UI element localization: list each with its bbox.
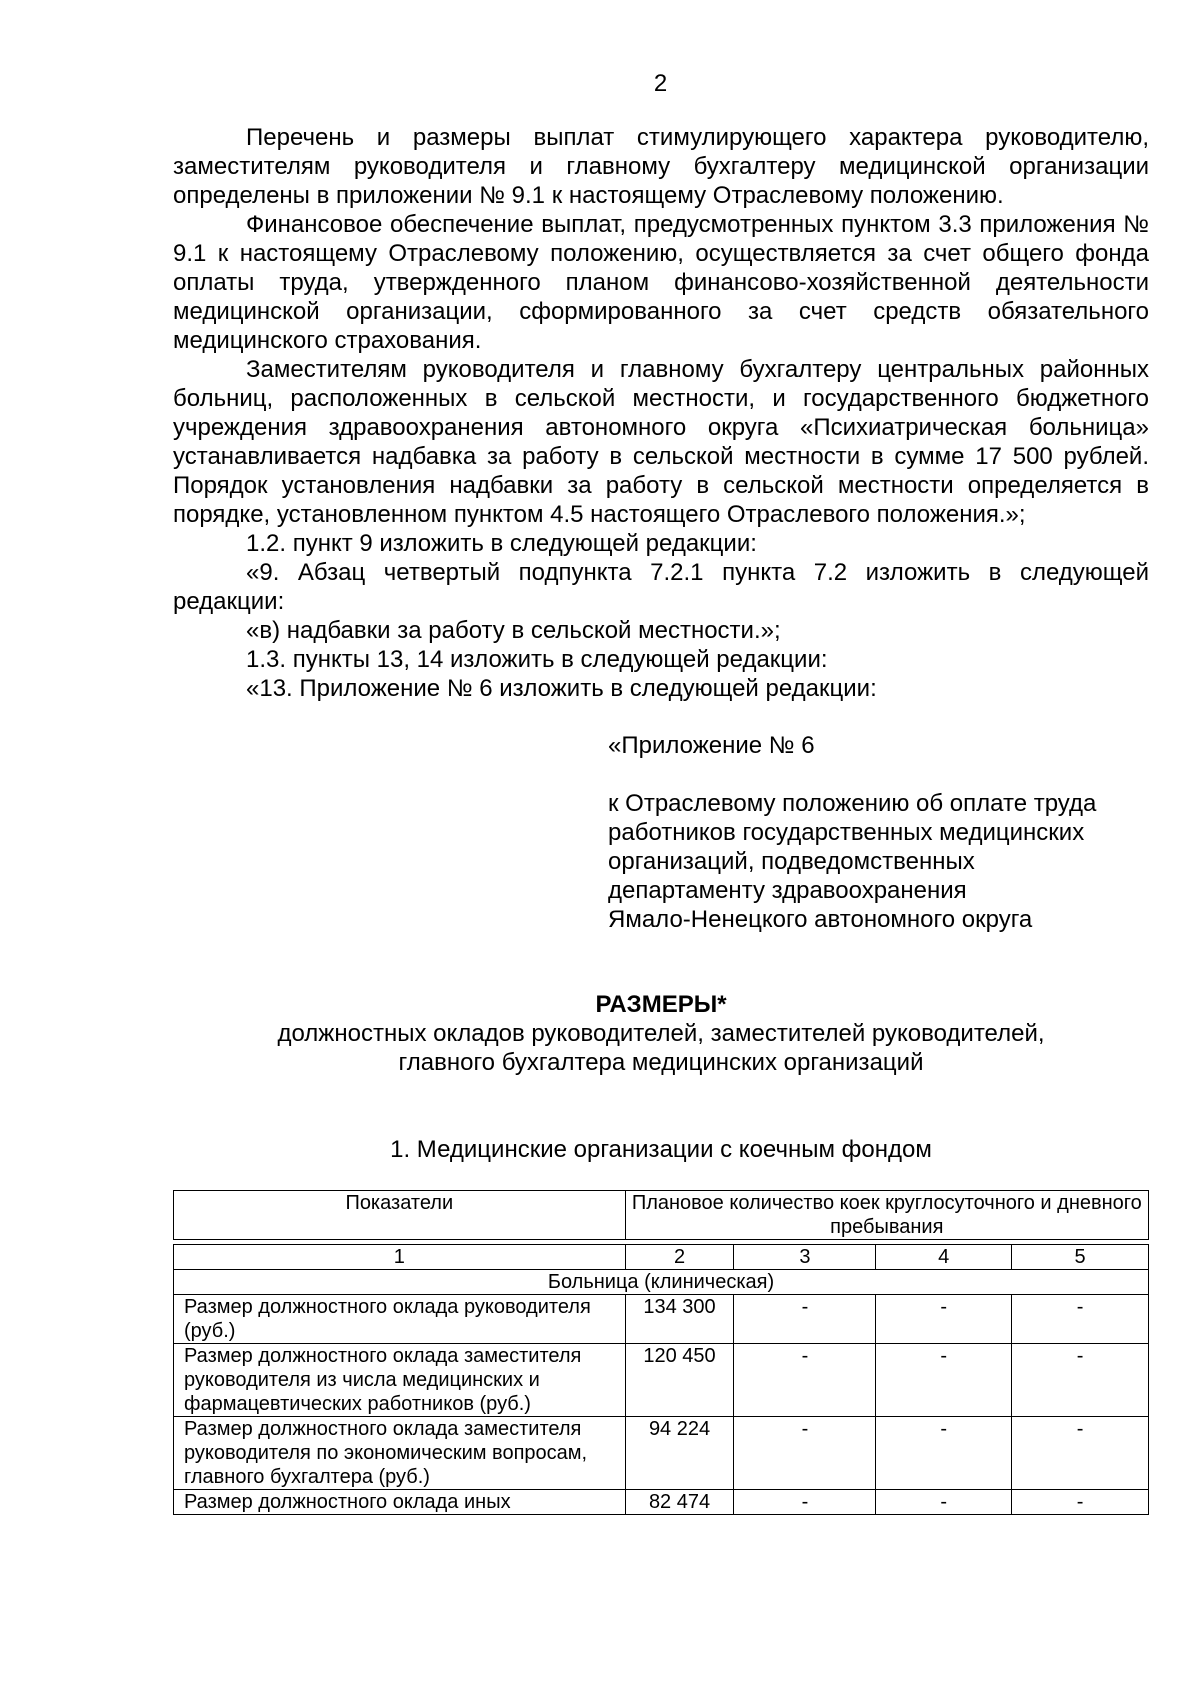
- cell-value: 94 224: [625, 1417, 734, 1490]
- group-label: Больница (клиническая): [174, 1270, 1149, 1295]
- column-number: 2: [625, 1245, 734, 1270]
- row-label: Размер должностного оклада заместителя руководителя из числа медицинских и фармацевтических работников (руб.): [174, 1344, 626, 1417]
- table-row: [174, 1344, 1149, 1417]
- title-line: должностных окладов руководителей, заместителей руководителей,: [277, 1020, 1045, 1047]
- table-group-row: [174, 1270, 1149, 1295]
- section-title: 1. Медицинские организации с коечным фондом: [390, 1136, 932, 1163]
- appendix-line: организаций, подведомственных: [608, 848, 975, 875]
- paragraph-item-v: «в) надбавки за работу в сельской местности.»;: [246, 617, 781, 644]
- document-title: [173, 990, 1149, 1077]
- cell-value: -: [734, 1417, 876, 1490]
- row-label: Размер должностного оклада иных: [174, 1490, 626, 1515]
- table-header-row: [174, 1191, 1149, 1240]
- table-row: [174, 1417, 1149, 1490]
- cell-value: -: [1012, 1295, 1149, 1344]
- table-row: [174, 1490, 1149, 1515]
- column-number: 1: [174, 1245, 626, 1270]
- cell-value: -: [734, 1295, 876, 1344]
- cell-value: 120 450: [625, 1344, 734, 1417]
- cell-value: -: [876, 1490, 1012, 1515]
- paragraph-item-1-3: 1.3. пункты 13, 14 изложить в следующей редакции:: [246, 646, 828, 673]
- paragraph-rural-allowance: Заместителям руководителя и главному бухгалтеру центральных районных больниц, расположенных в сельской местности, и государственного бюджетного учреждения здравоохранения автономного округа «Психиатрическая больница» устанавливается надбавка за работу в сельской местности в сумме 17 500 рублей. Порядок установления надбавки за работу в сельской местности определяется в порядке, установленном пунктом 4.5 настоящего Отраслевого положения.»;: [173, 356, 1149, 528]
- paragraph-item-1-2: 1.2. пункт 9 изложить в следующей редакции:: [246, 530, 757, 557]
- header-indicator: Показатели: [174, 1191, 626, 1240]
- appendix-line: департаменту здравоохранения: [608, 877, 967, 904]
- cell-value: -: [1012, 1344, 1149, 1417]
- paragraph-incentive-payments: Перечень и размеры выплат стимулирующего характера руководителю, заместителям руководителя и главному бухгалтеру медицинской организации определены в приложении № 9.1 к настоящему Отраслевому положению.: [173, 124, 1149, 209]
- appendix-line: к Отраслевому положению об оплате труда: [608, 790, 1097, 817]
- page-number: 2: [653, 70, 668, 97]
- appendix-heading: «Приложение № 6: [608, 732, 815, 759]
- row-label: Размер должностного оклада руководителя (руб.): [174, 1295, 626, 1344]
- cell-value: -: [876, 1295, 1012, 1344]
- appendix-line: работников государственных медицинских: [608, 819, 1085, 846]
- salary-table: [173, 1190, 1149, 1515]
- paragraph-financing: Финансовое обеспечение выплат, предусмотренных пунктом 3.3 приложения № 9.1 к настоящему Отраслевому положению, осуществляется за счет общего фонда оплаты труда, утвержденного планом финансово-хозяйственной деятельности медицинской организации, сформированного за счет средств обязательного медицинского страхования.: [173, 211, 1149, 354]
- paragraph-item-13: «13. Приложение № 6 изложить в следующей редакции:: [246, 675, 877, 702]
- cell-value: 82 474: [625, 1490, 734, 1515]
- row-label: Размер должностного оклада заместителя руководителя по экономическим вопросам, главного бухгалтера (руб.): [174, 1417, 626, 1490]
- cell-value: -: [876, 1344, 1012, 1417]
- paragraph-item-9: «9. Абзац четвертый подпункта 7.2.1 пункта 7.2 изложить в следующей редакции:: [173, 559, 1149, 615]
- body-text: [173, 123, 1149, 703]
- title-heading: РАЗМЕРЫ*: [595, 991, 727, 1018]
- title-line: главного бухгалтера медицинских организаций: [398, 1049, 924, 1076]
- column-number: 3: [734, 1245, 876, 1270]
- table-column-numbers: [174, 1245, 1149, 1270]
- cell-value: -: [734, 1344, 876, 1417]
- cell-value: -: [734, 1490, 876, 1515]
- appendix-line: Ямало-Ненецкого автономного округа: [608, 906, 1033, 933]
- column-number: 5: [1012, 1245, 1149, 1270]
- cell-value: 134 300: [625, 1295, 734, 1344]
- table-row: [174, 1295, 1149, 1344]
- cell-value: -: [1012, 1417, 1149, 1490]
- cell-value: -: [1012, 1490, 1149, 1515]
- header-bed-count: Плановое количество коек круглосуточного и дневного пребывания: [625, 1191, 1148, 1240]
- cell-value: -: [876, 1417, 1012, 1490]
- column-number: 4: [876, 1245, 1012, 1270]
- appendix-reference: [608, 789, 1096, 934]
